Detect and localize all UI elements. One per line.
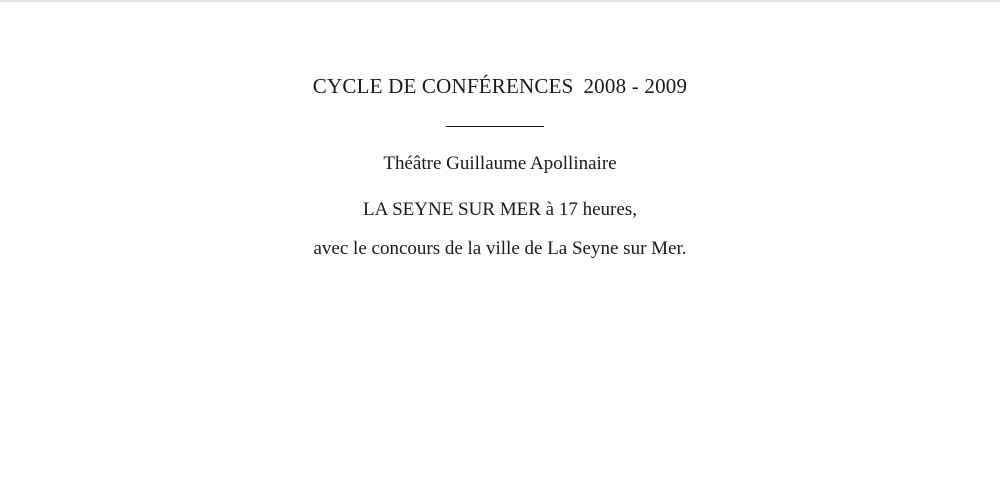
document-title — [0, 74, 1000, 99]
sponsor-line: avec le concours de la ville de La Seyne sur Mer. — [313, 238, 687, 259]
title-years: 2008 - 2009 — [583, 74, 688, 98]
city-time-line: LA SEYNE SUR MER à 17 heures, — [363, 199, 637, 220]
venue-line: Théâtre Guillaume Apollinaire — [383, 153, 617, 174]
title-divider — [446, 126, 544, 127]
title-main: CYCLE DE CONFÉRENCES — [312, 74, 574, 98]
scan-top-edge — [0, 0, 1000, 2]
